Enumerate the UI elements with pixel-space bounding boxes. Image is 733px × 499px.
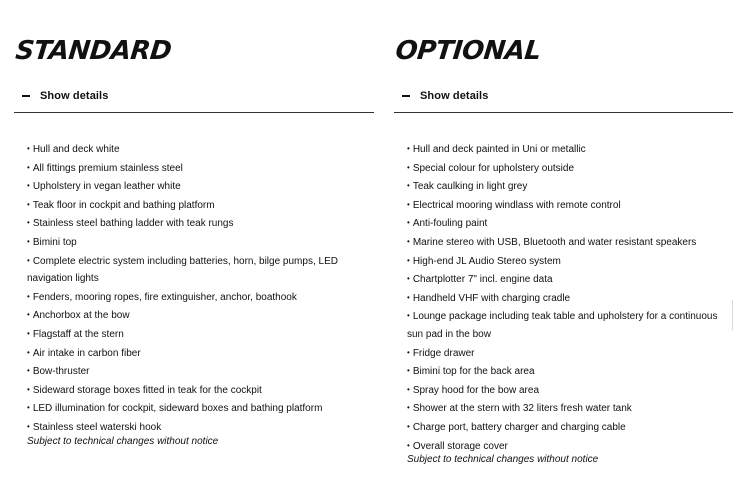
bullet-icon: • — [27, 384, 30, 394]
standard-divider — [14, 112, 374, 113]
bullet-icon: • — [407, 440, 410, 450]
bullet-icon: • — [407, 292, 410, 302]
bullet-icon: • — [27, 255, 30, 265]
list-item: • Anchorbox at the bow — [27, 306, 367, 325]
bullet-icon: • — [27, 144, 30, 153]
list-item: • Bimini top for the back area — [407, 362, 733, 381]
list-item: • All fittings premium stainless steel — [27, 159, 367, 178]
bullet-icon: • — [407, 236, 410, 246]
bullet-icon: • — [27, 199, 30, 209]
optional-show-details-toggle[interactable] — [402, 88, 488, 104]
bullet-icon: • — [27, 291, 30, 301]
bullet-icon: • — [407, 274, 410, 284]
optional-feature-list — [407, 140, 733, 455]
list-item: • Teak caulking in light grey — [407, 177, 733, 196]
standard-heading: STANDARD — [14, 36, 173, 66]
bullet-icon: • — [407, 162, 410, 172]
list-item: • Chartplotter 7" incl. engine data — [407, 270, 733, 289]
list-item: • Stainless steel waterski hook — [27, 418, 367, 437]
list-item: • Shower at the stern with 32 liters fresh water tank — [407, 399, 733, 418]
list-item: • LED illumination for cockpit, sideward boxes and bathing platform — [27, 399, 367, 418]
bullet-icon: • — [27, 347, 30, 357]
list-item: • Upholstery in vegan leather white — [27, 177, 367, 196]
bullet-icon: • — [27, 236, 30, 246]
bullet-icon: • — [27, 310, 30, 320]
minus-icon — [402, 95, 410, 97]
list-item: • Bimini top — [27, 233, 367, 252]
list-item: • Flagstaff at the stern — [27, 325, 367, 344]
standard-show-details-toggle[interactable] — [22, 88, 108, 104]
list-item: • Electrical mooring windlass with remote control — [407, 196, 733, 215]
optional-toggle-label: Show details — [420, 90, 489, 102]
bullet-icon: • — [407, 403, 410, 413]
bullet-icon: • — [407, 199, 410, 209]
optional-disclaimer: Subject to technical changes without notice — [407, 454, 599, 465]
bullet-icon: • — [27, 421, 30, 431]
standard-disclaimer: Subject to technical changes without notice — [27, 436, 219, 447]
optional-divider — [394, 112, 733, 113]
bullet-icon: • — [27, 328, 30, 338]
list-item: • Stainless steel bathing ladder with teak rungs — [27, 214, 367, 233]
list-item: • Marine stereo with USB, Bluetooth and water resistant speakers — [407, 233, 733, 252]
bullet-icon: • — [27, 218, 30, 228]
list-item: • Air intake in carbon fiber — [27, 344, 367, 363]
list-item: • Special colour for upholstery outside — [407, 159, 733, 178]
bullet-icon: • — [27, 162, 30, 172]
list-item: • Hull and deck white — [27, 140, 367, 159]
list-item: • Spray hood for the bow area — [407, 381, 733, 400]
list-item: • High-end JL Audio Stereo system — [407, 252, 733, 271]
list-item: • Charge port, battery charger and charging cable — [407, 418, 733, 437]
bullet-icon: • — [27, 403, 30, 413]
list-item: • Bow-thruster — [27, 362, 367, 381]
bullet-icon: • — [407, 218, 410, 228]
list-item: • Anti-fouling paint — [407, 214, 733, 233]
list-item: • Hull and deck painted in Uni or metallic — [407, 140, 733, 159]
bullet-icon: • — [407, 311, 410, 321]
list-item: • Sideward storage boxes fitted in teak for the cockpit — [27, 381, 367, 400]
bullet-icon: • — [407, 421, 410, 431]
list-item: • Lounge package including teak table and upholstery for a continuous sun pad in the bow — [407, 307, 733, 343]
list-item: • Fridge drawer — [407, 344, 733, 363]
bullet-icon: • — [407, 366, 410, 376]
bullet-icon: • — [27, 181, 30, 191]
bullet-icon: • — [407, 255, 410, 265]
bullet-icon: • — [407, 181, 410, 191]
bullet-icon: • — [407, 347, 410, 357]
bullet-icon: • — [407, 144, 410, 153]
bullet-icon: • — [27, 366, 30, 376]
standard-toggle-label: Show details — [40, 90, 109, 102]
optional-heading: OPTIONAL — [394, 36, 543, 66]
standard-feature-list — [27, 140, 367, 437]
list-item: • Handheld VHF with charging cradle — [407, 289, 733, 308]
list-item: • Complete electric system including batteries, horn, bilge pumps, LED navigation lights — [27, 252, 367, 288]
minus-icon — [22, 95, 30, 97]
bullet-icon: • — [407, 384, 410, 394]
list-item: • Overall storage cover — [407, 437, 733, 456]
list-item: • Fenders, mooring ropes, fire extinguisher, anchor, boathook — [27, 288, 367, 307]
list-item: • Teak floor in cockpit and bathing platform — [27, 196, 367, 215]
